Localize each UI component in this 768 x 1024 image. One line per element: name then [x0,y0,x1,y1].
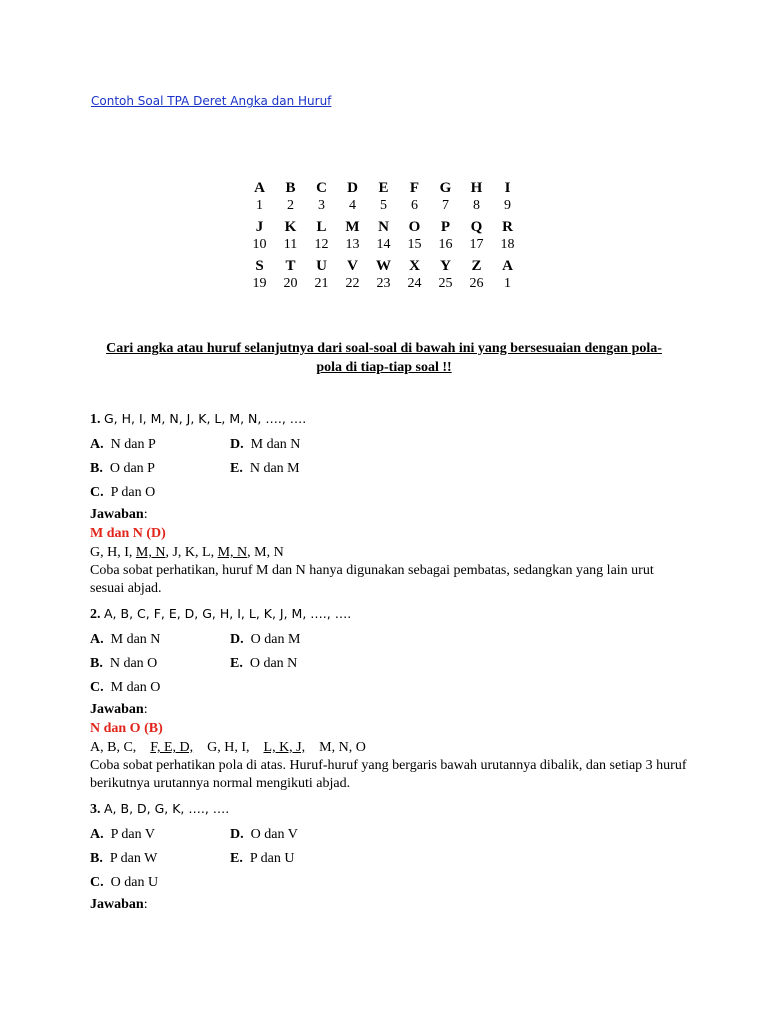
number-cell: 3 [318,198,325,213]
letter-cell: R [502,219,513,235]
answer-label: Jawaban: [90,702,148,717]
letter-cell: H [470,180,483,196]
letter-cell: M [345,219,360,235]
number-row [244,236,523,253]
answer-explanation: Coba sobat perhatikan pola di atas. Huruf-huruf yang bergaris bawah urutannya dibalik, dan setiap 3 huruf berikutnya urutannya normal mengikuti abjad. [90,758,687,791]
document-title-link[interactable]: Contoh Soal TPA Deret Angka dan Huruf [91,94,332,108]
answer-explanation: Coba sobat perhatikan, huruf M dan N hanya digunakan sebagai pembatas, sedangkan yang lain urut sesuai abjad. [90,563,654,596]
option-e: E. O dan N [230,656,298,671]
letter-cell: P [440,219,451,235]
question-sequence: A, B, D, G, K, …., …. [104,801,230,816]
question-sequence: A, B, C, F, E, D, G, H, I, L, K, J, M, …., …. [104,606,352,621]
question-stem [90,799,690,818]
option-e: E. N dan M [230,461,300,476]
number-cell: 20 [283,276,298,291]
option-row [90,676,690,700]
answer-label: Jawaban: [90,897,148,912]
question-stem [90,409,690,428]
number-cell: 10 [252,237,267,252]
letter-cell: Y [440,258,451,274]
question-sequence: G, H, I, M, N, J, K, L, M, N, …., …. [104,411,307,426]
option-e: E. P dan U [230,851,295,866]
letter-cell: X [409,258,420,274]
number-cell: 25 [438,276,453,291]
number-cell: 2 [287,198,294,213]
number-cell: 17 [469,237,484,252]
letter-cell: T [285,258,296,274]
number-cell: 15 [407,237,422,252]
letter-cell: I [504,180,511,196]
letter-cell: G [439,180,452,196]
letter-cell: B [285,180,296,196]
number-cell: 5 [380,198,387,213]
number-cell: 6 [411,198,418,213]
number-row [244,197,523,214]
letter-cell: V [347,258,358,274]
letter-cell: L [316,219,327,235]
letter-cell: O [408,219,421,235]
number-cell: 18 [500,237,515,252]
number-cell: 26 [469,276,484,291]
number-cell: 21 [314,276,329,291]
question-stem [90,604,690,623]
option-d: D. O dan M [230,632,301,647]
letter-cell: K [284,219,297,235]
option-d: D. O dan V [230,827,298,842]
letter-cell: U [316,258,327,274]
number-row [244,275,523,292]
question-3 [90,799,690,914]
letter-cell: Z [471,258,482,274]
letter-cell: D [347,180,358,196]
number-cell: 19 [252,276,267,291]
letter-cell: Q [470,219,483,235]
number-cell: 16 [438,237,453,252]
answer-label: Jawaban: [90,507,148,522]
number-cell: 11 [283,237,298,252]
letter-cell: C [316,180,327,196]
number-cell: 9 [504,198,511,213]
option-row [90,628,690,652]
letter-cell: A [502,258,513,274]
option-row [90,652,690,676]
number-cell: 13 [345,237,360,252]
alphabet-number-table [244,180,523,292]
answer-pattern: G, H, I, M, N, J, K, L, M, N, M, N [90,545,284,560]
option-row [90,847,690,871]
number-cell: 14 [376,237,391,252]
option-row [90,481,690,505]
answer-pattern: A, B, C, F, E, D, G, H, I, L, K, J, M, N, O [90,740,366,755]
number-cell: 24 [407,276,422,291]
letter-cell: S [255,258,264,274]
answer-value: M dan N (D) [90,526,166,541]
option-b: B. N dan O [90,656,158,671]
answer-value: N dan O (B) [90,721,163,736]
letter-row [244,219,523,236]
option-a: A. M dan N [90,632,161,647]
option-c: C. O dan U [90,875,159,890]
option-row [90,823,690,847]
number-cell: 4 [349,198,356,213]
number-cell: 7 [442,198,449,213]
option-row [90,433,690,457]
option-d: D. M dan N [230,437,301,452]
question-number: 3. [90,802,101,817]
number-cell: 8 [473,198,480,213]
question-number: 2. [90,607,101,622]
number-cell: 23 [376,276,391,291]
option-b: B. O dan P [90,461,155,476]
question-1 [90,409,690,598]
option-a: A. N dan P [90,437,156,452]
question-2 [90,604,690,793]
question-number: 1. [90,412,101,427]
option-c: C. P dan O [90,485,156,500]
letter-cell: N [378,219,389,235]
option-b: B. P dan W [90,851,158,866]
number-cell: 1 [256,198,263,213]
option-c: C. M dan O [90,680,161,695]
letter-row [244,180,523,197]
letter-cell: W [376,258,391,274]
letter-cell: J [255,219,264,235]
letter-cell: F [409,180,420,196]
number-cell: 22 [345,276,360,291]
letter-cell: A [254,180,265,196]
letter-cell: E [378,180,389,196]
number-cell: 1 [504,276,511,291]
option-a: A. P dan V [90,827,155,842]
option-row [90,871,690,895]
option-row [90,457,690,481]
instruction-heading: Cari angka atau huruf selanjutnya dari soal-soal di bawah ini yang bersesuaian dengan pola-pola di tiap-tiap soal !! [106,341,662,375]
letter-row [244,258,523,275]
number-cell: 12 [314,237,329,252]
